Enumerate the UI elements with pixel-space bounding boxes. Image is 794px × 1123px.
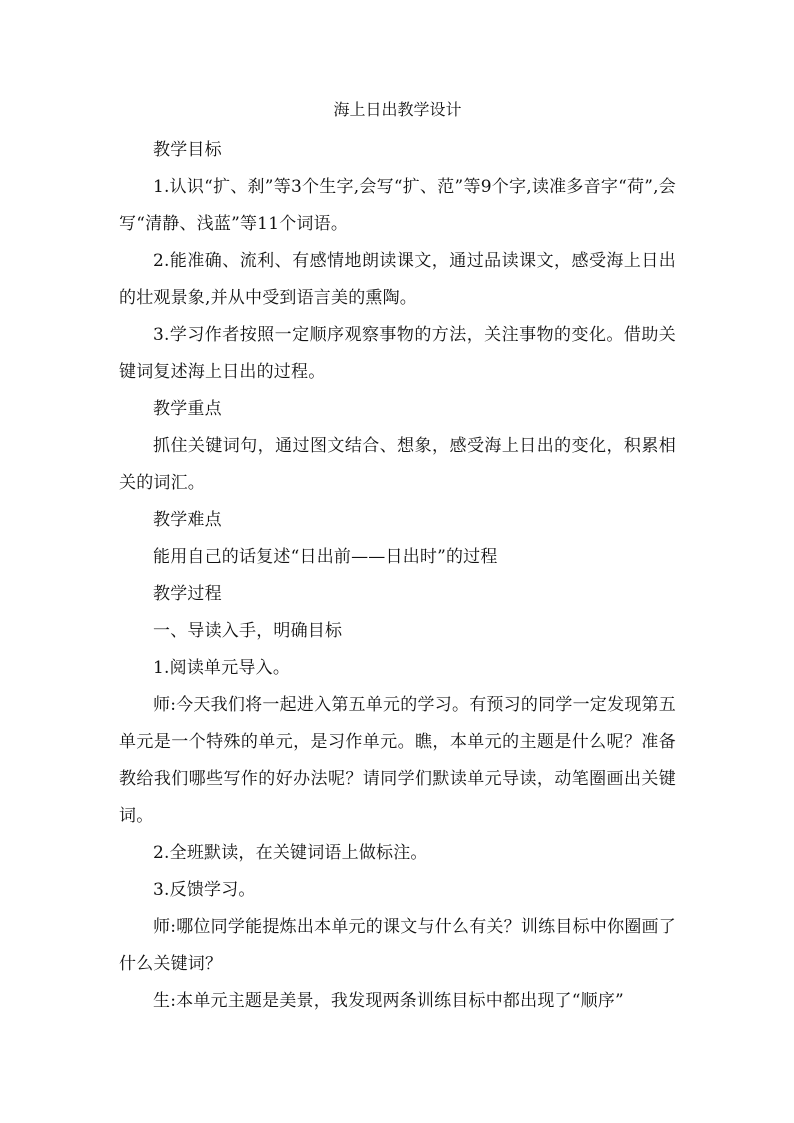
section-heading-difficulties: 教学难点 bbox=[153, 510, 222, 530]
paragraph-step-1: 1.阅读单元导入。 bbox=[153, 658, 291, 678]
paragraph-key-points: 抓住关键词句，通过图文结合、想象，感受海上日出的变化，积累相关的词汇。 bbox=[119, 436, 676, 493]
paragraph-difficulties: 能用自己的话复述“日出前——日出时”的过程 bbox=[153, 547, 498, 567]
subsection-heading-intro: 一、导读入手，明确目标 bbox=[153, 621, 343, 641]
paragraph-teacher-1: 师:今天我们将一起进入第五单元的学习。有预习的同学一定发现第五单元是一个特殊的单元，是习作单元。瞧，本单元的主题是什么呢？准备教给我们哪些写作的好办法呢？请同学们默读单元导读，动笔圈画出关键词。 bbox=[119, 695, 676, 826]
paragraph-step-3: 3.反馈学习。 bbox=[153, 880, 256, 900]
section-heading-process: 教学过程 bbox=[153, 584, 222, 604]
section-heading-key-points: 教学重点 bbox=[153, 399, 222, 419]
paragraph-step-2: 2.全班默读，在关键词语上做标注。 bbox=[153, 843, 428, 863]
document-body bbox=[119, 96, 676, 1020]
paragraph-objective-1: 1.认识“扩、刹”等3个生字,会写“扩、范”等9个字,读准多音字“荷”,会写“清静、浅蓝”等11个词语。 bbox=[119, 177, 676, 234]
paragraph-student-1: 生:本单元主题是美景，我发现两条训练目标中都出现了“顺序” bbox=[153, 991, 624, 1011]
paragraph-objective-3: 3.学习作者按照一定顺序观察事物的方法，关注事物的变化。借助关键词复述海上日出的过程。 bbox=[119, 325, 676, 382]
paragraph-objective-2: 2.能准确、流利、有感情地朗读课文，通过品读课文，感受海上日出的壮观景象,并从中受到语言美的熏陶。 bbox=[119, 251, 676, 308]
section-heading-objectives: 教学目标 bbox=[153, 140, 222, 160]
document-title: 海上日出教学设计 bbox=[333, 100, 462, 119]
paragraph-teacher-2: 师:哪位同学能提炼出本单元的课文与什么有关？训练目标中你圈画了什么关键词？ bbox=[119, 917, 676, 974]
